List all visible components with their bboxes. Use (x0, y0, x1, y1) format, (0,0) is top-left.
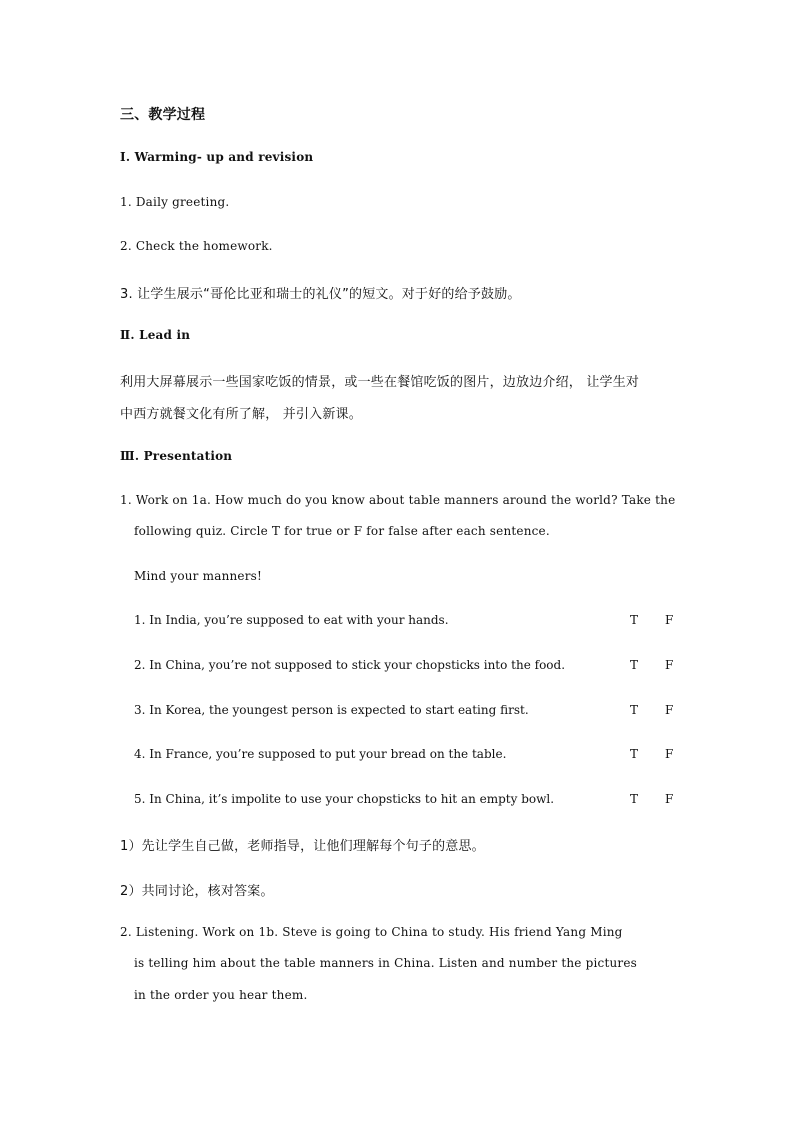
quiz-item-true: T (630, 613, 639, 627)
quiz-item-false: F (665, 658, 674, 672)
leadin-paragraph-line-1: 利用大屏幕展示一些国家吃饭的情景，或一些在餐馆吃饭的图片，边放边介绍， 让学生对 (120, 375, 640, 390)
leadin-paragraph-line-2: 中西方就餐文化有所了解， 并引入新课。 (120, 407, 362, 422)
quiz-item-false: F (665, 703, 674, 717)
leadin-heading: Ⅱ. Lead in (120, 328, 191, 342)
quiz-item-false: F (665, 613, 674, 627)
task2-line-3: in the order you hear them. (134, 988, 308, 1002)
task1-line-2: following quiz. Circle T for true or F for false after each sentence. (134, 524, 550, 538)
presentation-heading: Ⅲ. Presentation (120, 449, 233, 463)
quiz-item-true: T (630, 658, 639, 672)
section-title: 三、教学过程 (120, 107, 206, 123)
quiz-item-text: 4. In France, you’re supposed to put your bread on the table. (134, 747, 507, 761)
task2-line-1: 2. Listening. Work on 1b. Steve is going to China to study. His friend Yang Ming (120, 925, 623, 939)
quiz-item-true: T (630, 703, 639, 717)
quiz-item-text: 5. In China, it’s impolite to use your chopsticks to hit an empty bowl. (134, 792, 555, 806)
task1-line-1: 1. Work on 1a. How much do you know about table manners around the world? Take the (120, 493, 676, 507)
quiz-item-text: 3. In Korea, the youngest person is expected to start eating first. (134, 703, 529, 717)
warmup-item-3: 3. 让学生展示“哥伦比亚和瑞士的礼仪”的短文。对于好的给予鼓励。 (120, 287, 521, 302)
step-1: 1）先让学生自己做，老师指导，让他们理解每个句子的意思。 (120, 839, 485, 854)
quiz-item-true: T (630, 747, 639, 761)
quiz-title: Mind your manners! (134, 569, 263, 583)
step-2: 2）共同讨论，核对答案。 (120, 884, 274, 899)
warmup-item-2: 2. Check the homework. (120, 239, 273, 253)
task2-line-2: is telling him about the table manners in China. Listen and number the pictures (134, 956, 638, 970)
warmup-item-1: 1. Daily greeting. (120, 195, 230, 209)
quiz-item-false: F (665, 747, 674, 761)
warmup-heading: Ⅰ. Warming- up and revision (120, 150, 314, 164)
quiz-item-true: T (630, 792, 639, 806)
quiz-item-text: 2. In China, you’re not supposed to stick your chopsticks into the food. (134, 658, 566, 672)
quiz-item-false: F (665, 792, 674, 806)
quiz-item-text: 1. In India, you’re supposed to eat with your hands. (134, 613, 449, 627)
